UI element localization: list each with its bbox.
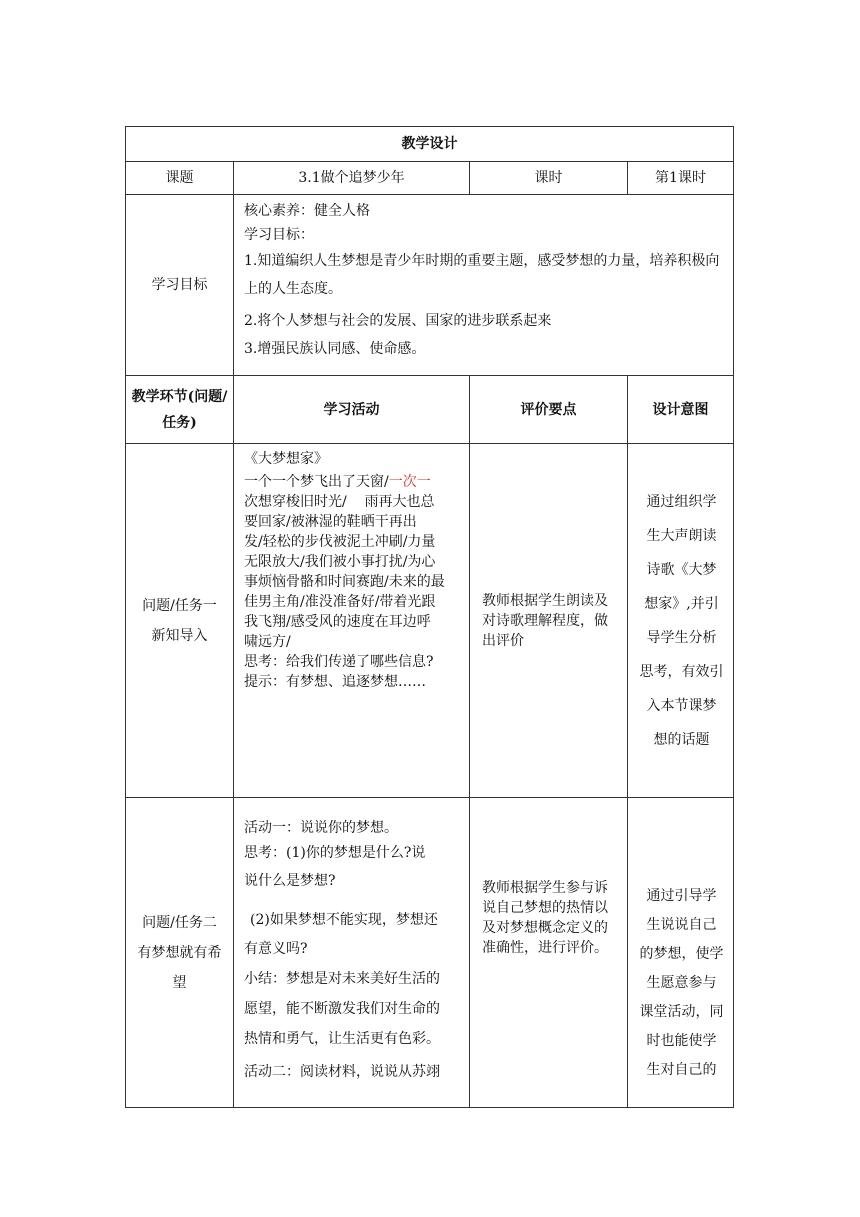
task2-eval-line4: 准确性，进行评价。 xyxy=(482,940,608,956)
task1-eval-line2: 对诗歌理解程度，做 xyxy=(482,612,608,629)
col-header-activity: 学习活动 xyxy=(234,376,470,444)
task1-intent-line8: 想的话题 xyxy=(653,731,710,748)
task1-think: 思考：给我们传递了哪些信息? xyxy=(244,654,434,670)
task2-stage-line3: 望 xyxy=(172,974,187,991)
task2-intent-line5: 课堂活动，同 xyxy=(639,1004,724,1020)
task1-intent-line7: 入本节课梦 xyxy=(646,697,717,714)
poem-line-4: 发/轻松的步伐被泥土冲刷/力量 xyxy=(244,534,436,550)
task2-eval-line2: 说自己梦想的热情以 xyxy=(482,900,608,916)
task1-intent xyxy=(628,444,734,798)
task2-evaluation xyxy=(470,798,628,1108)
column-header-row xyxy=(126,376,734,444)
topic-label: 课题 xyxy=(126,162,234,195)
task2-stage-line1: 问题/任务二 xyxy=(142,914,217,931)
activity-2: 活动二：阅读材料，说说从苏翊 xyxy=(244,1064,440,1080)
task1-intent-line6: 思考，有效引 xyxy=(639,663,724,680)
objectives-label: 学习目标 xyxy=(126,195,234,376)
task1-intent-line4: 想家》,并引 xyxy=(644,595,719,612)
period-value: 第1课时 xyxy=(628,162,734,195)
poem-line-1b: 一次一 xyxy=(388,474,431,490)
task2-stage xyxy=(126,798,234,1108)
question-1a: 思考：(1)你的梦想是什么?说 xyxy=(244,845,426,861)
task2-intent-line3: 的梦想，使学 xyxy=(639,946,724,962)
task2-eval-line1: 教师根据学生参与诉 xyxy=(482,880,608,896)
task1-intent-line3: 诗歌《大梦 xyxy=(646,561,717,578)
table-title: 教学设计 xyxy=(126,127,734,162)
lesson-design-table xyxy=(125,126,734,1108)
col-header-stage: 教学环节(问题/任务) xyxy=(126,376,234,444)
goal-3: 3.增强民族认同感、使命感。 xyxy=(244,341,426,357)
task1-eval-line3: 出评价 xyxy=(482,632,524,649)
poem-line-5: 无限放大/我们被小事打扰/为心 xyxy=(244,554,436,570)
task2-intent-line6: 时也能使学 xyxy=(646,1033,717,1049)
poem-line-7: 佳男主角/准没准备好/带着光跟 xyxy=(244,594,436,610)
task1-eval-line1: 教师根据学生朗读及 xyxy=(482,592,608,609)
task1-activity xyxy=(234,444,470,798)
poem-line-9: 啸远方/ xyxy=(244,634,291,650)
task2-stage-line2: 有梦想就有希 xyxy=(137,944,222,961)
core-literacy: 核心素养：健全人格 xyxy=(244,203,370,219)
task2-row xyxy=(126,798,734,1108)
activity-1: 活动一：说说你的梦想。 xyxy=(244,820,398,836)
goal-1: 1.知道编织人生梦想是青少年时期的重要主题，感受梦想的力量，培养积极向上的人生态度。 xyxy=(244,253,720,297)
poem-line-3: 要回家/被淋湿的鞋晒干再出 xyxy=(244,514,417,530)
task2-intent-line2: 生说说自己 xyxy=(646,917,717,933)
poem-line-2: 次想穿梭旧时光/ 雨再大也总 xyxy=(244,494,435,510)
task1-intent-line2: 生大声朗读 xyxy=(646,527,717,544)
task1-evaluation xyxy=(470,444,628,798)
task1-stage xyxy=(126,444,234,798)
task1-stage-line2: 新知导入 xyxy=(151,627,208,644)
poem-line-6: 事烦恼骨骼和时间赛跑/未来的最 xyxy=(244,574,445,590)
title-row xyxy=(126,127,734,162)
col-header-intent: 设计意图 xyxy=(628,376,734,444)
task2-activity xyxy=(234,798,470,1108)
objectives-row xyxy=(126,195,734,376)
summary-b: 愿望，能不断激发我们对生命的 xyxy=(244,1001,440,1017)
poem-title: 《大梦想家》 xyxy=(244,451,328,467)
objectives-content xyxy=(234,195,734,376)
question-2a: (2)如果梦想不能实现，梦想还 xyxy=(250,912,438,928)
task1-stage-line1: 问题/任务一 xyxy=(142,597,217,614)
period-label: 课时 xyxy=(470,162,628,195)
task1-row xyxy=(126,444,734,798)
question-2b: 有意义吗? xyxy=(244,941,308,957)
task2-intent-line7: 生对自己的 xyxy=(646,1062,717,1078)
task2-eval-line3: 及对梦想概念定义的 xyxy=(482,920,608,936)
task2-intent xyxy=(628,798,734,1108)
task1-intent-line1: 通过组织学 xyxy=(646,493,717,510)
goal-2: 2.将个人梦想与社会的发展、国家的进步联系起来 xyxy=(244,313,552,329)
task2-intent-line4: 生愿意参与 xyxy=(646,975,717,991)
topic-row xyxy=(126,162,734,195)
col-header-evaluation: 评价要点 xyxy=(470,376,628,444)
question-1b: 说什么是梦想? xyxy=(244,873,336,889)
task1-hint: 提示：有梦想、追逐梦想…… xyxy=(244,674,426,690)
poem-line-8: 我飞翔/感受风的速度在耳边呼 xyxy=(244,614,431,630)
summary-a: 小结：梦想是对未来美好生活的 xyxy=(244,971,440,987)
summary-c: 热情和勇气，让生活更有色彩。 xyxy=(244,1031,440,1047)
poem-line-1 xyxy=(244,472,461,492)
goals-heading: 学习目标： xyxy=(244,227,314,243)
task1-intent-line5: 导学生分析 xyxy=(646,629,717,646)
poem-line-1a: 一个一个梦飞出了天窗/ xyxy=(244,474,389,490)
task2-intent-line1: 通过引导学 xyxy=(646,888,717,904)
topic-value: 3.1做个追梦少年 xyxy=(234,162,470,195)
